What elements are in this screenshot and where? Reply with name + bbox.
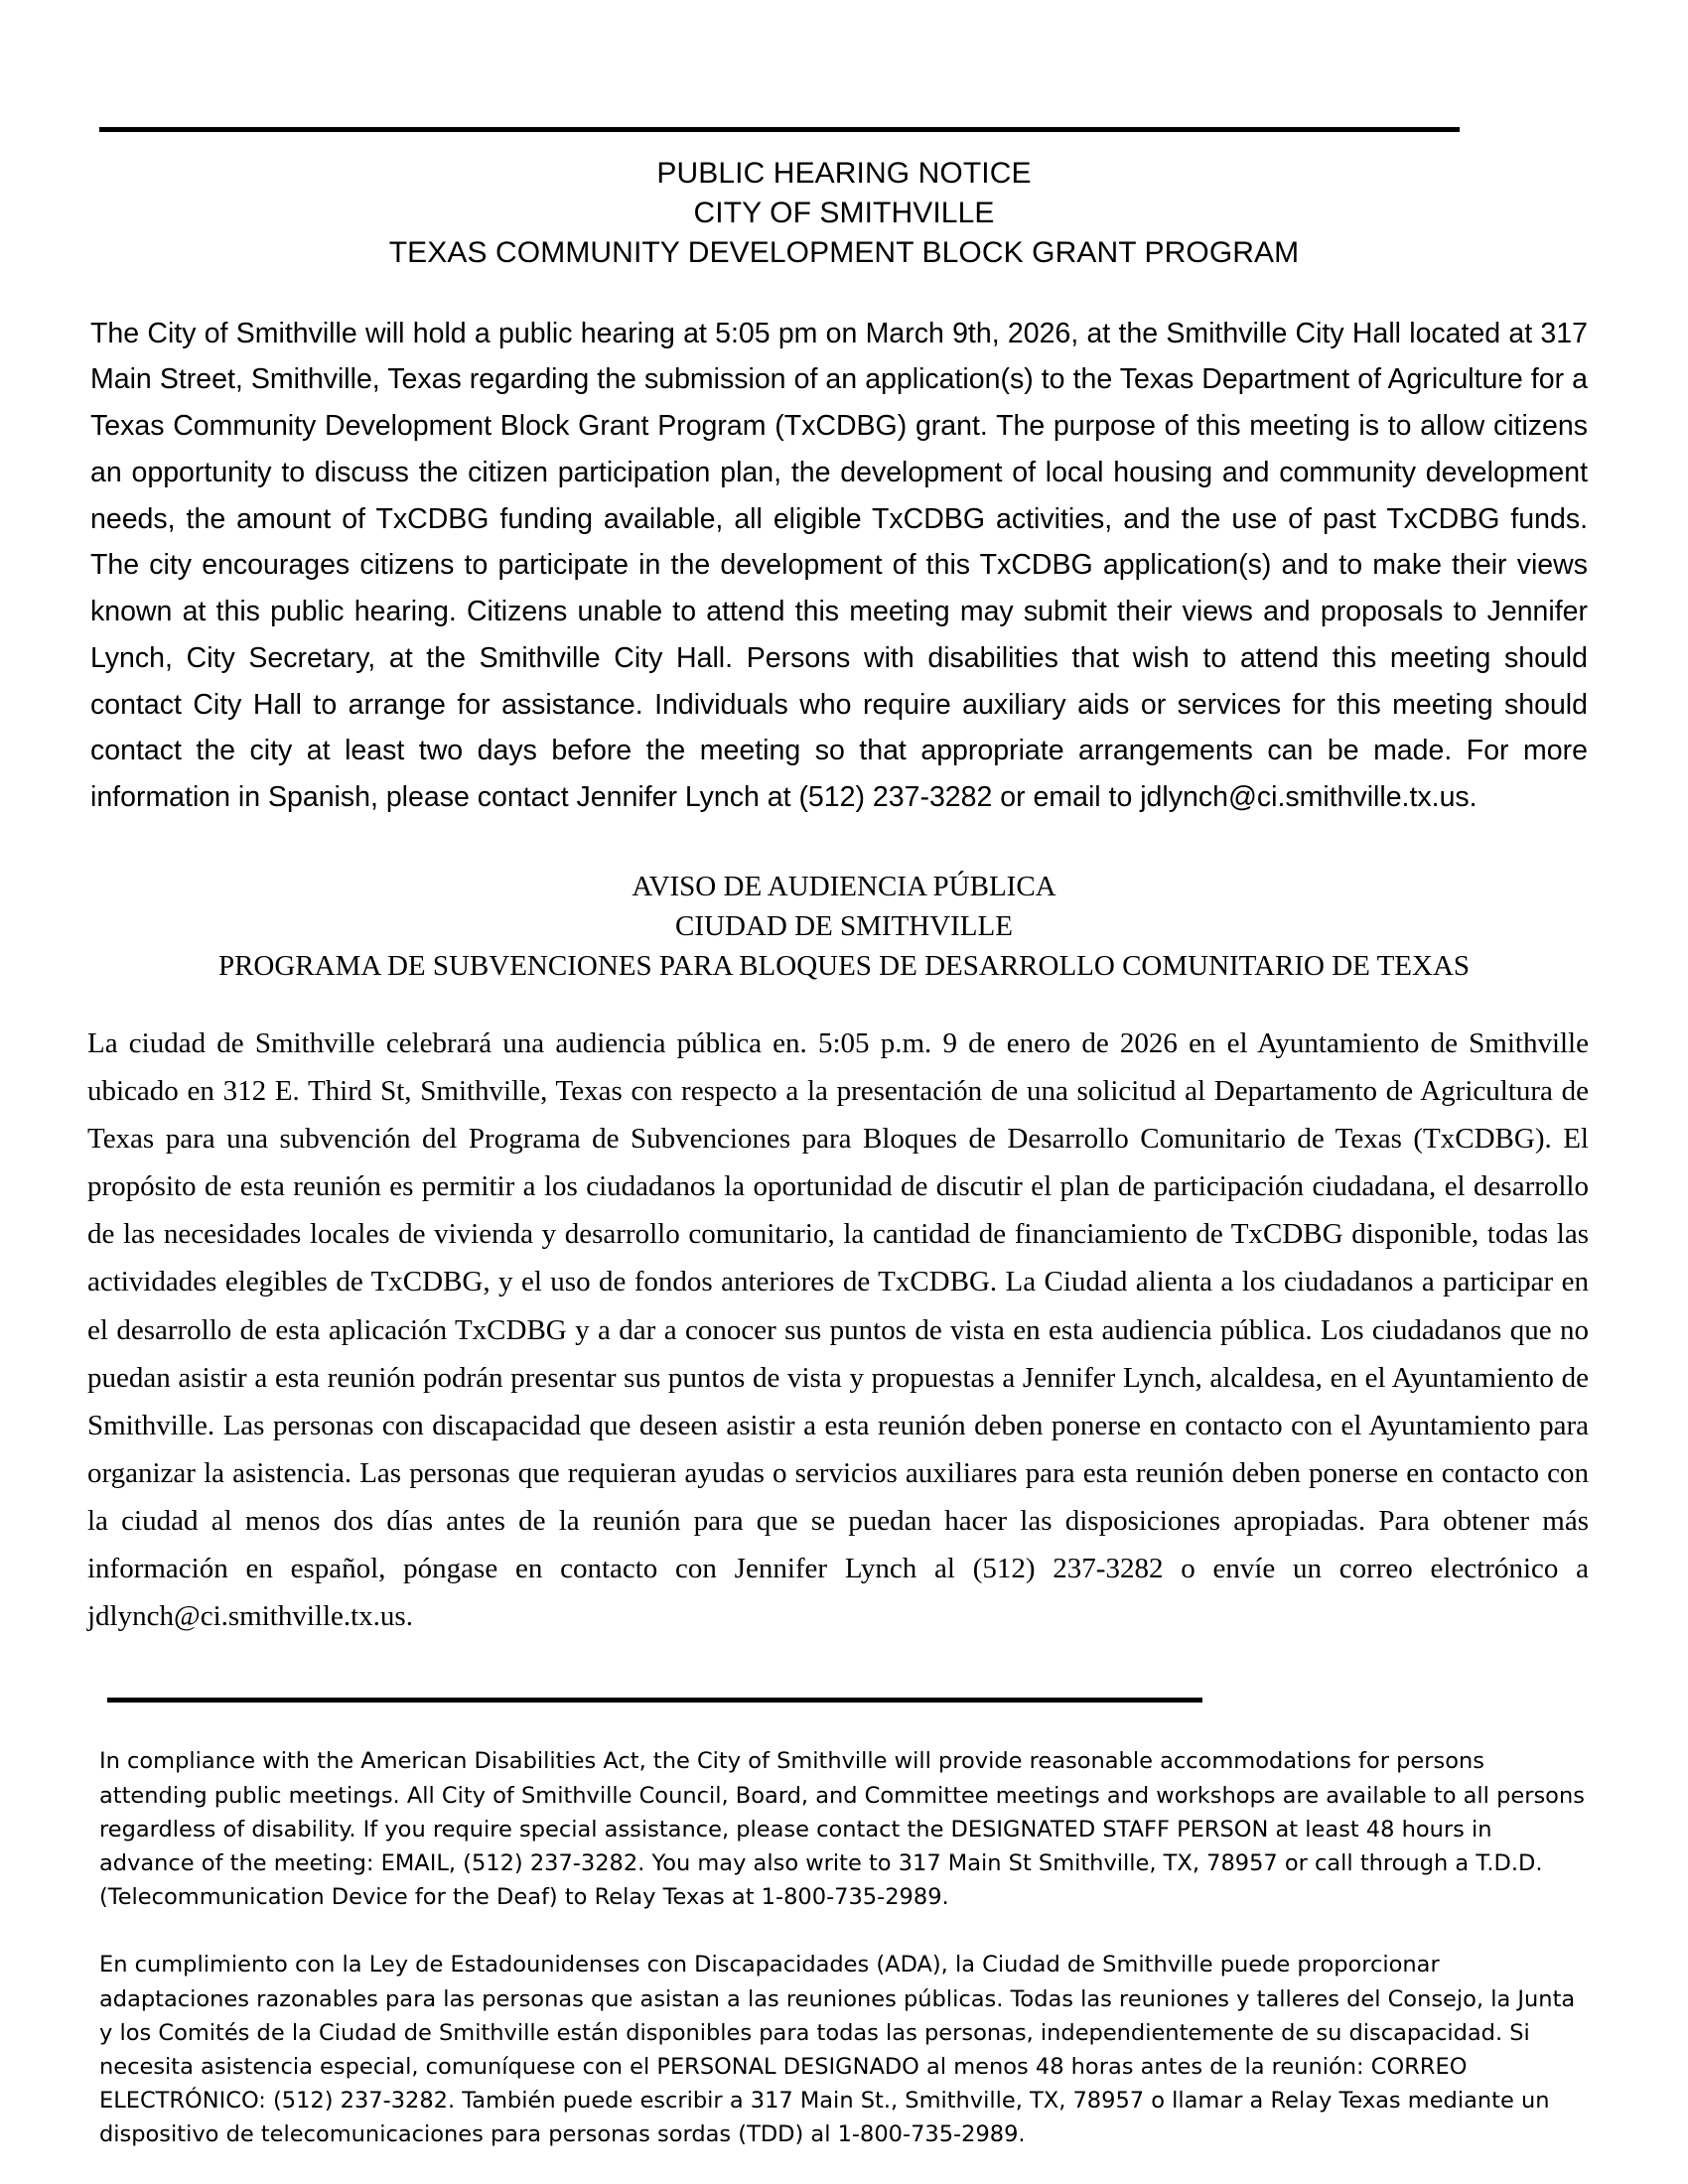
english-title-line-2: CITY OF SMITHVILLE (693, 196, 995, 229)
spanish-notice-paragraph: La ciudad de Smithville celebrará una audiencia pública en. 5:05 p.m. 9 de enero de 2026 en el Ayuntamiento de Smithville ubicado en 312 E. Third St, Smithville, Texas con respecto a la presentación de una solicitud al Departamento de Agricultura de Texas para una subvención del Programa de Subvenciones para Bloques de Desarrollo Comunitario de Texas (TxCDBG). El propósito de esta reunión es permitir a los ciudadanos la oportunidad de discutir el plan de participación ciudadana, el desarrollo de las necesidades locales de vivienda y desarrollo comunitario, la cantidad de financiamiento de TxCDBG disponible, todas las actividades elegibles de TxCDBG, y el uso de fondos anteriores de TxCDBG. La Ciudad alienta a los ciudadanos a participar en el desarrollo de esta aplicación TxCDBG y a dar a conocer sus puntos de vista en esta audiencia pública. Los ciudadanos que no puedan asistir a esta reunión podrán presentar sus puntos de vista y propuestas a Jennifer Lynch, alcaldesa, en el Ayuntamiento de Smithville. Las personas con discapacidad que deseen asistir a esta reunión deben ponerse en contacto con el Ayuntamiento para organizar la asistencia. Las personas que requieran ayudas o servicios auxiliares para esta reunión deben ponerse en contacto con la ciudad al menos dos días antes de la reunión para que se puedan hacer las disposiciones apropiadas. Para obtener más información en español, póngase en contacto con Jennifer Lynch al (512) 237-3282 o envíe un correo electrónico a jdlynch@ci.smithville.tx.us. (87, 1026, 1589, 1633)
english-title-block (99, 154, 1589, 273)
ada-section-divider-rule (107, 1698, 1202, 1703)
ada-compliance-paragraph-english: In compliance with the American Disabilities Act, the City of Smithville will provide reasonable accommodations for persons attending public meetings. All City of Smithville Council, Board, and Committee meetings and workshops are available to all persons regardless of disability. If you require special assistance, please contact the DESIGNATED STAFF PERSON at least 48 hours in advance of the meeting: EMAIL, (512) 237-3282. You may also write to 317 Main St Smithville, TX, 78957 or call through a T.D.D. (Telecommunication Device for the Deaf) to Relay Texas at 1-800-735-2989. (99, 1748, 1585, 1911)
spanish-title-line-1: AVISO DE AUDIENCIA PÚBLICA (632, 870, 1056, 902)
ada-compliance-paragraph-spanish: En cumplimiento con la Ley de Estadounidenses con Discapacidades (ADA), la Ciudad de Smithville puede proporcionar adaptaciones razonables para las personas que asistan a las reuniones públicas. Todas las reuniones y talleres del Consejo, la Junta y los Comités de la Ciudad de Smithville están disponibles para todas las personas, independientemente de su discapacidad. Si necesita asistencia especial, comuníquese con el PERSONAL DESIGNADO al menos 48 horas antes de la reunión: CORREO ELECTRÓNICO: (512) 237-3282. También puede escribir a 317 Main St., Smithville, TX, 78957 o llamar a Relay Texas mediante un dispositivo de telecomunicaciones para personas sordas (TDD) al 1-800-735-2989. (99, 1952, 1576, 2148)
spanish-title-line-3: PROGRAMA DE SUBVENCIONES PARA BLOQUES DE DESARROLLO COMUNITARIO DE TEXAS (217, 949, 1471, 982)
english-notice-paragraph: The City of Smithville will hold a public hearing at 5:05 pm on March 9th, 2026, at the Smithville City Hall located at 317 Main Street, Smithville, Texas regarding the submission of an application(s) to the Texas Department of Agriculture for a Texas Community Development Block Grant Program (TxCDBG) grant. The purpose of this meeting is to allow citizens an opportunity to discuss the citizen participation plan, the development of local housing and community development needs, the amount of TxCDBG funding available, all eligible TxCDBG activities, and the use of past TxCDBG funds. The city encourages citizens to participate in the development of this TxCDBG application(s) and to make their views known at this public hearing. Citizens unable to attend this meeting may submit their views and proposals to Jennifer Lynch, City Secretary, at the Smithville City Hall. Persons with disabilities that wish to attend this meeting should contact City Hall to arrange for assistance. Individuals who require auxiliary aids or services for this meeting should contact the city at least two days before the meeting so that appropriate arrangements can be made. For more information in Spanish, please contact Jennifer Lynch at (512) 237-3282 or email to jdlynch@ci.smithville.tx.us. (90, 317, 1588, 814)
spanish-title-block (99, 867, 1589, 986)
spanish-title-line-2: CIUDAD DE SMITHVILLE (675, 909, 1013, 942)
english-title-line-1: PUBLIC HEARING NOTICE (656, 157, 1032, 190)
document-content (87, 0, 1589, 2174)
english-title-line-3: TEXAS COMMUNITY DEVELOPMENT BLOCK GRANT PROGRAM (388, 235, 1300, 269)
header-divider-rule (99, 127, 1460, 132)
